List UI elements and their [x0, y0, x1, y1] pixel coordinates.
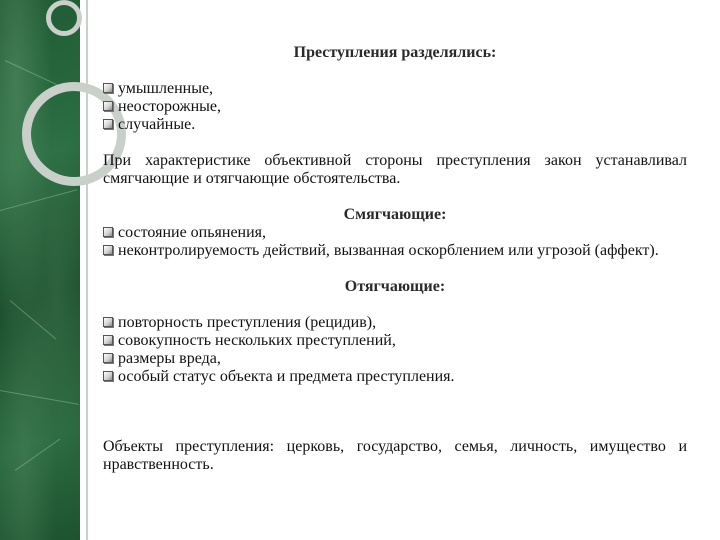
aggravating-list	[103, 314, 687, 386]
list-item: особый статус объекта и предмета преступления.	[103, 368, 687, 386]
square-bullet-icon	[103, 317, 113, 327]
list-item: неосторожные,	[103, 98, 687, 116]
crime-types-list	[103, 80, 687, 134]
square-bullet-icon	[103, 119, 113, 129]
list-item: состояние опьянения,	[103, 224, 687, 242]
mitigating-list	[103, 224, 687, 260]
square-bullet-icon	[103, 227, 113, 237]
main-heading: Преступления разделялись:	[293, 44, 497, 61]
square-bullet-icon	[103, 353, 113, 363]
list-item: совокупность нескольких преступлений,	[103, 332, 687, 350]
mitigating-heading: Смягчающие:	[343, 206, 447, 223]
objective-side-paragraph: При характеристике объективной стороны преступления закон устанавливал смягчающие и отягчающие обстоятельства.	[103, 152, 687, 187]
decorative-ring-small	[46, 0, 82, 36]
list-item: умышленные,	[103, 80, 687, 98]
square-bullet-icon	[103, 371, 113, 381]
list-item: неконтролируемость действий, вызванная оскорблением или угрозой (аффект).	[103, 242, 687, 260]
objects-paragraph: Объекты преступления: церковь, государство, семья, личность, имущество и нравственность.	[103, 438, 687, 473]
list-item: случайные.	[103, 116, 687, 134]
list-item: повторность преступления (рецидив),	[103, 314, 687, 332]
slide-content	[103, 44, 687, 474]
list-item: размеры вреда,	[103, 350, 687, 368]
square-bullet-icon	[103, 101, 113, 111]
square-bullet-icon	[103, 245, 113, 255]
decorative-marble-panel	[0, 0, 80, 540]
square-bullet-icon	[103, 335, 113, 345]
square-bullet-icon	[103, 83, 113, 93]
aggravating-heading: Отягчающие:	[344, 278, 446, 295]
vertical-divider	[86, 0, 88, 540]
